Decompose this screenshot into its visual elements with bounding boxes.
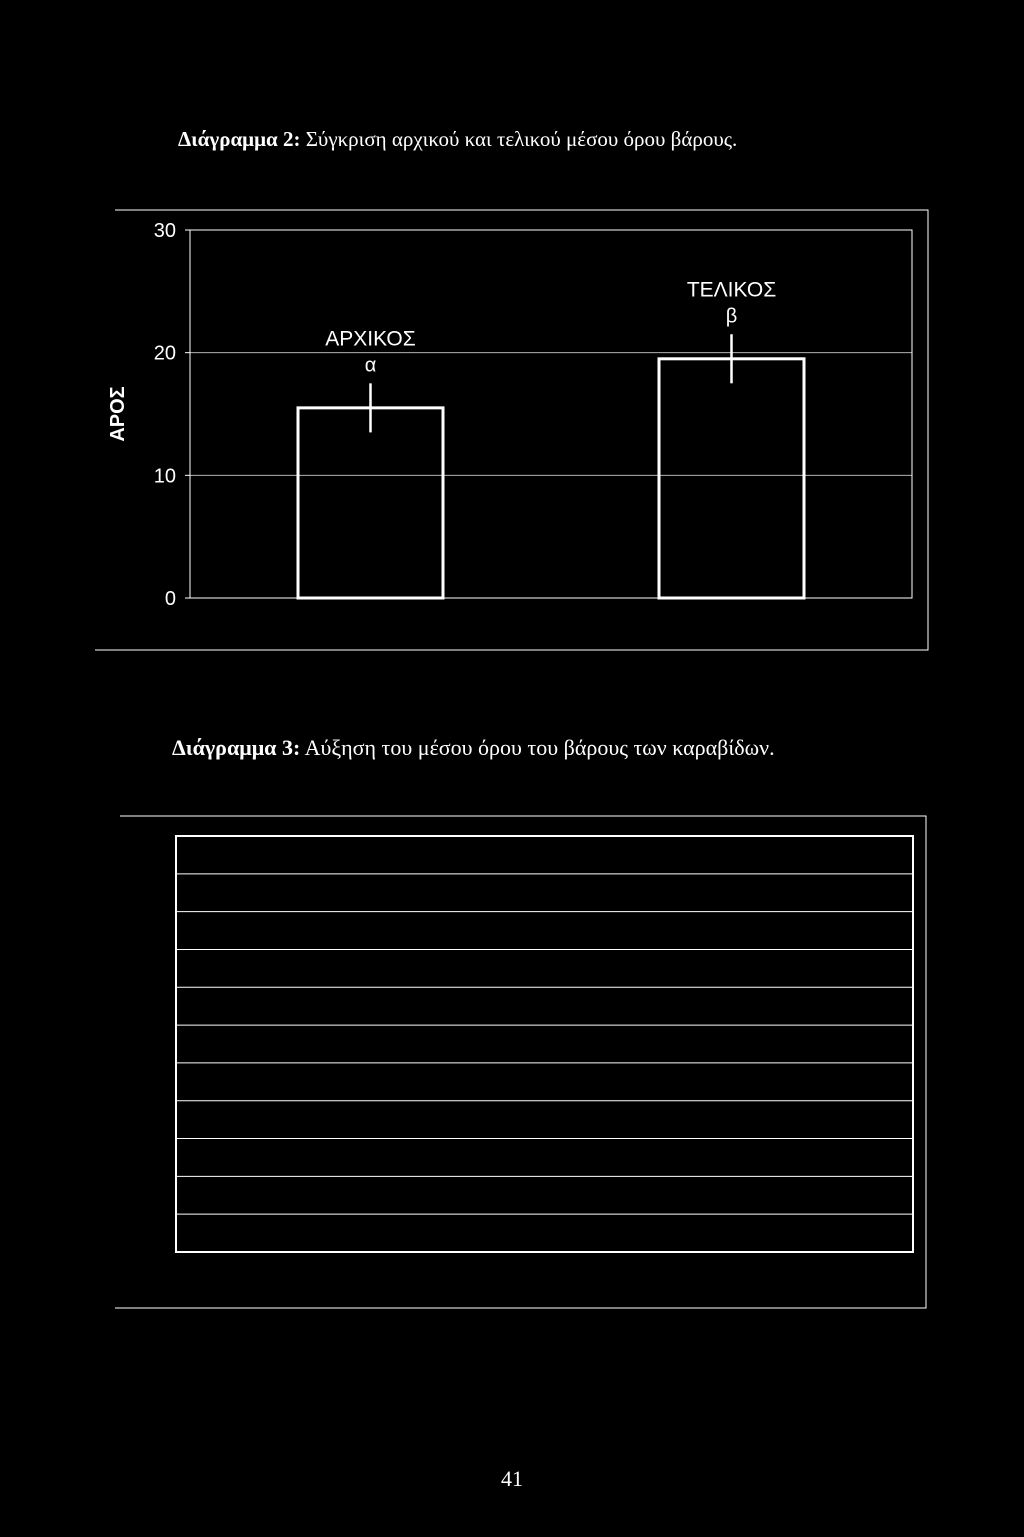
chart-area-frame bbox=[115, 816, 926, 1308]
chart2-caption bbox=[178, 127, 737, 152]
chart3-caption-label: Διάγραμμα 3: bbox=[172, 735, 301, 760]
weight-increase-chart bbox=[0, 810, 1024, 1320]
bar-category-label: ΤΕΛΙΚΟΣ bbox=[686, 278, 777, 302]
y-tick-label: 0 bbox=[164, 588, 176, 610]
y-tick-label: 30 bbox=[153, 220, 176, 242]
bar-category-label: ΑΡΧΙΚΟΣ bbox=[325, 327, 416, 351]
chart3-caption-text: Αύξηση του μέσου όρου του βάρους των καραβίδων. bbox=[300, 735, 775, 760]
bar bbox=[659, 359, 804, 598]
page-number: 41 bbox=[501, 1466, 523, 1491]
y-axis-label: ΑΡΟΣ bbox=[107, 386, 129, 442]
y-tick-label: 10 bbox=[153, 465, 176, 488]
chart2-caption-label: Διάγραμμα 2: bbox=[178, 127, 301, 151]
chart2-caption-text: Σύγκριση αρχικού και τελικού μέσου όρου βάρους. bbox=[300, 127, 738, 151]
weight-comparison-chart bbox=[0, 200, 1024, 660]
bar bbox=[298, 408, 443, 598]
chart3-caption bbox=[172, 735, 775, 761]
group-letter-label: α bbox=[364, 354, 377, 377]
y-tick-label: 20 bbox=[153, 342, 176, 365]
group-letter-label: β bbox=[725, 305, 738, 328]
plot-area-frame bbox=[176, 836, 913, 1252]
